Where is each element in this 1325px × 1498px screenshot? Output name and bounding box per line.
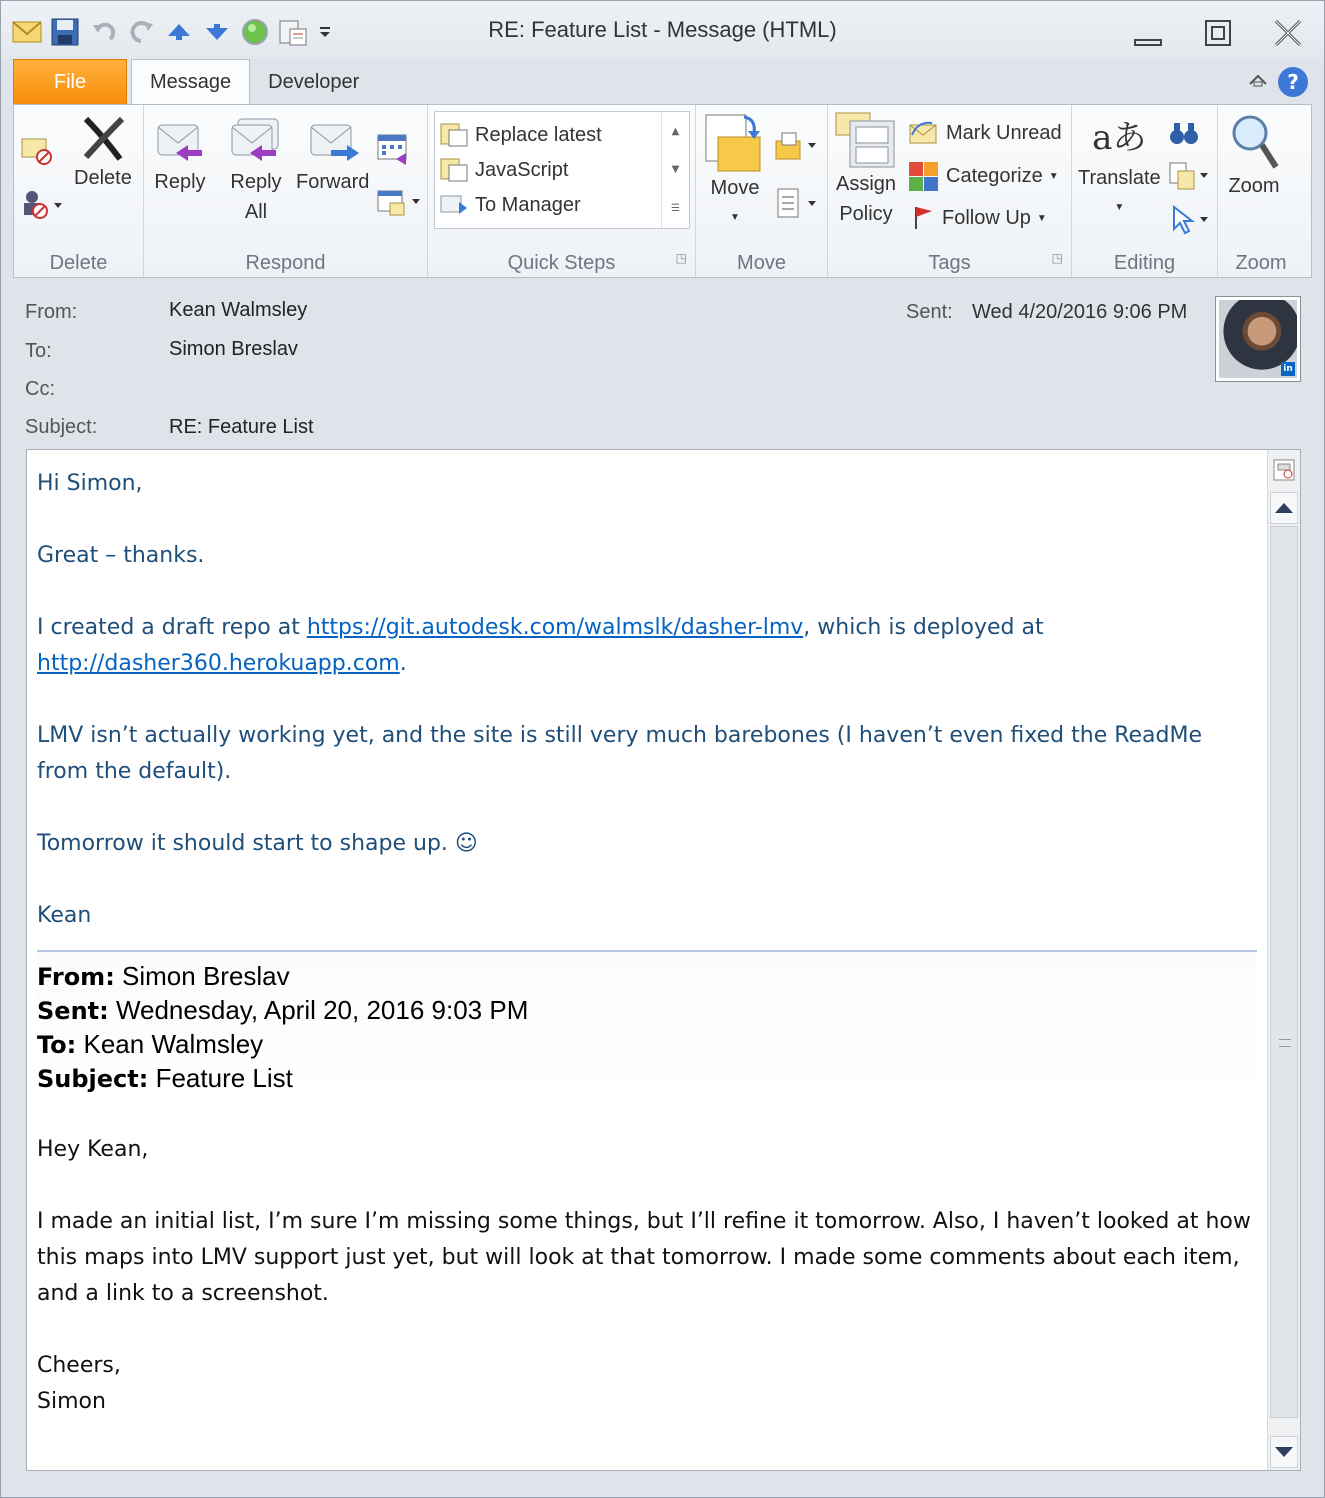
quoted-header xyxy=(37,952,1257,1096)
group-label-editing: Editing xyxy=(1113,252,1176,274)
quoted-from-label: From: xyxy=(37,963,115,991)
sender-avatar[interactable] xyxy=(1215,296,1301,382)
flag-icon xyxy=(912,205,936,231)
reply-icon xyxy=(154,115,206,167)
reply-text xyxy=(37,466,1257,934)
from-value[interactable]: Kean Walmsley xyxy=(169,299,308,321)
reply-all-icon xyxy=(228,115,284,167)
greeting: Hi Simon, xyxy=(37,471,143,496)
repo-link[interactable]: https://git.autodesk.com/walmslk/dasher-lmv xyxy=(306,615,804,640)
close-icon[interactable] xyxy=(1266,13,1310,53)
quoted-to-value: Kean Walmsley xyxy=(76,1029,264,1059)
quick-steps-gallery xyxy=(434,111,690,229)
translate-dropdown-icon: ▼ xyxy=(1114,202,1125,213)
group-respond xyxy=(144,105,428,277)
quick-step-icon xyxy=(439,157,469,183)
mark-unread-label: Mark Unread xyxy=(946,121,1062,144)
title-bar xyxy=(1,1,1324,59)
reply-all-label-2: All xyxy=(244,201,268,223)
group-label-move: Move xyxy=(737,252,786,274)
group-tags xyxy=(828,105,1072,277)
translate-icon: aあ xyxy=(1092,118,1147,158)
scroll-up-icon[interactable]: ▲ xyxy=(671,125,680,137)
forward-icon xyxy=(305,115,361,167)
group-label-respond: Respond xyxy=(245,252,326,274)
delete-icon xyxy=(78,113,128,163)
more-respond-icon[interactable] xyxy=(376,187,422,221)
group-label-zoom: Zoom xyxy=(1235,252,1287,274)
follow-up-button[interactable] xyxy=(912,205,1047,231)
quoted-subject-label: Subject: xyxy=(37,1065,149,1093)
linkedin-icon[interactable]: in xyxy=(1281,362,1295,376)
quick-step-label: JavaScript xyxy=(475,158,569,181)
categorize-button[interactable] xyxy=(908,161,1059,191)
repo-text-end: . xyxy=(399,651,407,676)
quoted-text xyxy=(37,1132,1257,1420)
scroll-up-button[interactable] xyxy=(1270,492,1298,524)
junk-icon[interactable] xyxy=(18,185,64,221)
forward-button[interactable] xyxy=(296,115,369,197)
signoff: Kean xyxy=(37,903,92,928)
quick-step-replace-latest[interactable] xyxy=(439,122,602,148)
quick-step-javascript[interactable] xyxy=(439,157,568,183)
categorize-label: Categorize xyxy=(946,164,1043,187)
message-body[interactable] xyxy=(26,449,1301,1471)
ribbon xyxy=(13,104,1312,278)
delete-button[interactable] xyxy=(74,113,132,193)
dialog-launcher-icon[interactable]: ◳ xyxy=(1051,251,1063,265)
quick-steps-scroll[interactable] xyxy=(661,112,689,228)
meeting-icon[interactable] xyxy=(376,131,410,165)
categorize-dropdown-icon: ▼ xyxy=(1048,170,1059,182)
tab-message[interactable]: Message xyxy=(131,59,250,105)
translate-button[interactable] xyxy=(1078,113,1161,223)
grip-icon xyxy=(1279,1039,1291,1047)
reply-label: Reply xyxy=(154,171,206,193)
tab-file[interactable]: File xyxy=(13,59,127,105)
repo-paragraph xyxy=(37,610,1257,682)
quoted-closing: Cheers, xyxy=(37,1353,121,1378)
translate-label: Translate xyxy=(1078,167,1161,189)
repo-text-pre: I created a draft repo at xyxy=(37,615,307,640)
expand-gallery-icon[interactable]: ☰ xyxy=(671,203,680,215)
tomorrow-line: Tomorrow it should start to shape up. ☺ xyxy=(37,831,478,856)
rules-icon[interactable] xyxy=(774,129,820,163)
scroll-down-icon[interactable]: ▼ xyxy=(671,164,680,176)
categorize-icon xyxy=(908,161,940,191)
help-icon[interactable]: ? xyxy=(1278,67,1308,97)
quoted-subject-value: Feature List xyxy=(148,1063,293,1093)
follow-up-dropdown-icon: ▼ xyxy=(1036,212,1047,224)
group-label-quick-steps: Quick Steps xyxy=(507,252,616,274)
group-move xyxy=(696,105,828,277)
forward-label: Forward xyxy=(296,171,370,193)
group-editing xyxy=(1072,105,1218,277)
find-icon[interactable] xyxy=(1168,119,1200,147)
group-label-tags: Tags xyxy=(928,252,971,274)
mark-unread-icon xyxy=(908,119,940,147)
move-button[interactable] xyxy=(704,113,766,233)
assign-policy-label-2: Policy xyxy=(839,203,893,225)
reply-all-label-1: Reply xyxy=(230,171,282,193)
quoted-body: I made an initial list, I’m sure I’m missing some things, but I’ll refine it tomorrow. Also, I haven’t looked at how this maps into LMV support just yet, but will look at that tomorrow. I made some comments about each item, and a link to a screenshot. xyxy=(37,1209,1251,1306)
message-content xyxy=(37,466,1257,1420)
reply-button[interactable] xyxy=(154,115,206,197)
window-controls xyxy=(1126,13,1310,53)
move-icon xyxy=(704,113,766,173)
help-area xyxy=(1248,67,1308,97)
minimize-ribbon-icon[interactable] xyxy=(1248,72,1268,92)
forward-to-manager-icon xyxy=(439,192,469,218)
zoom-button[interactable] xyxy=(1228,111,1280,201)
arrow-down-icon xyxy=(1274,1446,1294,1458)
message-header xyxy=(13,279,1312,449)
thanks-line: Great – thanks. xyxy=(37,543,205,568)
quick-step-to-manager[interactable] xyxy=(439,192,581,218)
group-label-delete: Delete xyxy=(49,252,108,274)
site-link[interactable]: http://dasher360.herokuapp.com xyxy=(37,651,400,676)
cc-label: Cc: xyxy=(25,378,55,400)
assign-policy-label-1: Assign xyxy=(835,173,897,195)
delete-label: Delete xyxy=(74,167,132,189)
to-label: To: xyxy=(25,340,52,362)
select-icon[interactable] xyxy=(1168,205,1210,235)
ribbon-tabs xyxy=(13,59,377,105)
ignore-icon[interactable] xyxy=(18,131,54,167)
subject-label: Subject: xyxy=(25,416,98,438)
from-label: From: xyxy=(25,301,78,323)
quoted-sent-label: Sent: xyxy=(37,997,109,1025)
related-icon[interactable] xyxy=(1168,161,1210,191)
group-delete xyxy=(14,105,144,277)
assign-policy-button[interactable] xyxy=(834,109,898,229)
scroll-down-button[interactable] xyxy=(1270,1436,1298,1468)
zoom-label: Zoom xyxy=(1228,175,1280,197)
quick-step-icon xyxy=(439,122,469,148)
quoted-name: Simon xyxy=(37,1389,106,1414)
follow-up-label: Follow Up xyxy=(942,206,1031,229)
repo-text-mid: , which is deployed at xyxy=(803,615,1044,640)
group-zoom xyxy=(1218,105,1304,277)
scroll-thumb[interactable] xyxy=(1270,526,1298,1418)
actions-icon[interactable] xyxy=(774,187,820,221)
quick-step-label: To Manager xyxy=(475,193,581,216)
assign-policy-icon xyxy=(834,109,898,169)
dialog-launcher-icon[interactable]: ◳ xyxy=(675,251,687,265)
subject-value: RE: Feature List xyxy=(169,416,314,438)
quoted-from-value: Simon Breslav xyxy=(114,961,290,991)
arrow-up-icon xyxy=(1274,502,1294,514)
sent-label: Sent: xyxy=(906,301,953,323)
move-label: Move xyxy=(710,177,760,199)
to-value[interactable]: Simon Breslav xyxy=(169,338,298,360)
quoted-greeting: Hey Kean, xyxy=(37,1137,149,1162)
split-icon[interactable] xyxy=(1272,458,1296,482)
window-title: RE: Feature List - Message (HTML) xyxy=(488,17,837,42)
quoted-to-label: To: xyxy=(37,1031,77,1059)
magnifier-icon xyxy=(1228,111,1280,171)
reply-all-button[interactable] xyxy=(228,115,284,227)
sender-photo xyxy=(1219,300,1297,378)
mark-unread-button[interactable] xyxy=(908,119,1062,147)
maximize-icon[interactable] xyxy=(1196,13,1240,53)
minimize-icon[interactable] xyxy=(1126,13,1170,53)
sent-value: Wed 4/20/2016 9:06 PM xyxy=(972,301,1188,323)
move-dropdown-icon: ▼ xyxy=(730,212,740,223)
tab-developer[interactable]: Developer xyxy=(268,70,360,93)
lmv-paragraph: LMV isn’t actually working yet, and the site is still very much barebones (I haven’t even fixed the ReadMe from the default). xyxy=(37,723,1203,784)
quick-step-label: Replace latest xyxy=(475,123,602,146)
vertical-scrollbar[interactable] xyxy=(1267,450,1300,1470)
group-quick-steps xyxy=(428,105,696,277)
quoted-sent-value: Wednesday, April 20, 2016 9:03 PM xyxy=(108,995,529,1025)
